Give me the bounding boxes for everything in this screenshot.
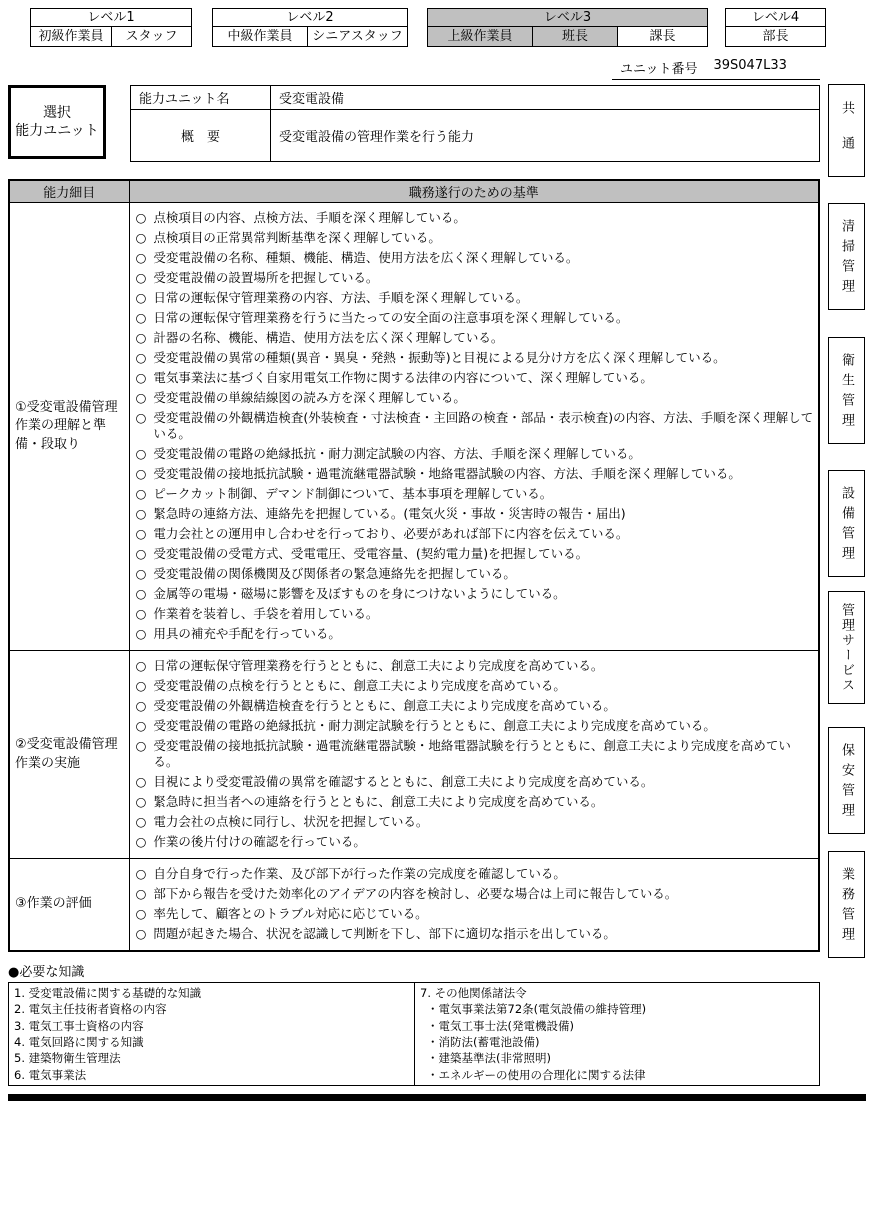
standard-text: 電気事業法に基づく自家用電気工作物に関する法律の内容について、深く理解している。	[153, 370, 653, 385]
level-group-1	[30, 8, 192, 47]
circle-bullet-icon: ○	[135, 606, 147, 621]
side-tab-gyomu-kanri: 業務管理	[828, 851, 865, 958]
level-4-header: レベル4	[725, 8, 826, 27]
circle-bullet-icon: ○	[135, 330, 147, 345]
standard-item	[136, 466, 815, 482]
circle-bullet-icon: ○	[135, 698, 147, 713]
standard-text: 受変電設備の接地抵抗試験・過電流継電器試験・地絡電器試験を行うとともに、創意工夫により完成度を高めている。	[153, 738, 791, 769]
standard-item	[136, 486, 815, 502]
standard-item	[136, 606, 815, 622]
standard-item	[136, 290, 815, 306]
standard-text: 受変電設備の受電方式、受電電圧、受電容量、(契約電力量)を把握している。	[153, 546, 589, 561]
column-header-category: 能力細目	[9, 180, 129, 203]
standard-text: 電力会社との運用申し合わせを行っており、必要があれば部下に内容を伝えている。	[153, 526, 629, 541]
knowledge-item: 4. 電気回路に関する知識	[14, 1034, 144, 1049]
unit-summary-row	[131, 110, 820, 162]
knowledge-law-item: ・建築基準法(非常照明)	[427, 1051, 551, 1066]
knowledge-item: 2. 電気主任技術者資格の内容	[14, 1002, 167, 1017]
knowledge-table	[8, 982, 820, 1086]
unit-info-table	[130, 85, 820, 162]
circle-bullet-icon: ○	[135, 774, 147, 789]
standard-text: 率先して、顧客とのトラブル対応に応じている。	[153, 906, 428, 921]
level-group-3	[427, 8, 708, 47]
standard-item	[136, 926, 815, 942]
side-tab-kyotsu: 共通	[828, 84, 865, 177]
side-tab-eisei-kanri: 衛生管理	[828, 337, 865, 444]
standard-item	[136, 250, 815, 266]
standard-item	[136, 658, 815, 674]
side-tab-hoan-kanri: 保安管理	[828, 727, 865, 834]
standard-text: 緊急時に担当者への連絡を行うとともに、創意工夫により完成度を高めている。	[153, 794, 604, 809]
selected-unit-box	[8, 85, 106, 159]
standard-text: 作業着を装着し、手袋を着用している。	[153, 606, 379, 621]
level-group-4	[725, 8, 826, 47]
level-3-cell-hancho: 班長	[532, 26, 618, 47]
circle-bullet-icon: ○	[135, 270, 147, 285]
circle-bullet-icon: ○	[135, 626, 147, 641]
circle-bullet-icon: ○	[135, 310, 147, 325]
bottom-bar	[8, 1094, 866, 1101]
knowledge-law-item: ・エネルギーの使用の合理化に関する法律	[427, 1067, 646, 1082]
standard-item	[136, 310, 815, 326]
unit-number-value: 39S047L33	[713, 58, 787, 73]
standard-text: 点検項目の正常異常判断基準を深く理解している。	[153, 230, 441, 245]
knowledge-item: 6. 電気事業法	[14, 1067, 87, 1082]
unit-name-row	[131, 86, 820, 110]
standard-text: 受変電設備の関係機関及び関係者の緊急連絡先を把握している。	[153, 566, 516, 581]
standard-item	[136, 546, 815, 562]
standard-text: 受変電設備の電路の絶縁抵抗・耐力測定試験を行うとともに、創意工夫により完成度を高めている。	[153, 718, 716, 733]
category-cell: ②受変電設備管理作業の実施	[9, 651, 129, 859]
standard-text: 日常の運転保守管理業務の内容、方法、手順を深く理解している。	[153, 290, 529, 305]
knowledge-item: 1. 受変電設備に関する基礎的な知識	[14, 986, 202, 1000]
standards-table	[8, 179, 820, 952]
standard-text: 受変電設備の外観構造検査を行うとともに、創意工夫により完成度を高めている。	[153, 698, 616, 713]
circle-bullet-icon: ○	[135, 210, 147, 225]
levels-row	[0, 0, 875, 47]
unit-summary-value: 受変電設備の管理作業を行う能力	[271, 110, 820, 162]
standard-item	[136, 446, 815, 462]
circle-bullet-icon: ○	[135, 506, 147, 521]
circle-bullet-icon: ○	[135, 834, 147, 849]
standard-item	[136, 738, 815, 770]
circle-bullet-icon: ○	[135, 546, 147, 561]
side-tab-setsubi-kanri: 設備管理	[828, 470, 865, 577]
standard-item	[136, 774, 815, 790]
circle-bullet-icon: ○	[135, 906, 147, 921]
standard-text: 緊急時の連絡方法、連絡先を把握している。(電気火災・事故・災害時の報告・届出)	[153, 506, 626, 521]
standard-text: 受変電設備の名称、種類、機能、構造、使用方法を広く深く理解している。	[153, 250, 579, 265]
standards-cell	[129, 651, 819, 859]
standard-text: 受変電設備の電路の絶縁抵抗・耐力測定試験の内容、方法、手順を深く理解している。	[153, 446, 641, 461]
standard-text: 電力会社の点検に同行し、状況を把握している。	[153, 814, 429, 829]
level-1-header: レベル1	[30, 8, 192, 27]
standard-item	[136, 626, 815, 642]
selected-unit-line2: 能力ユニット	[15, 123, 99, 139]
standard-item	[136, 566, 815, 582]
level-3-header: レベル3	[427, 8, 708, 27]
standard-text: 問題が起きた場合、状況を認識して判断を下し、部下に適切な指示を出している。	[153, 926, 616, 941]
knowledge-item: 3. 電気工事士資格の内容	[14, 1018, 144, 1033]
side-tab-seiso-kanri: 清掃管理	[828, 203, 865, 310]
standard-text: 受変電設備の外観構造検査(外装検査・寸法検査・主回路の検査・部品・表示検査)の内容、方法、手順を深く理解している。	[153, 410, 814, 441]
standard-item	[136, 794, 815, 810]
circle-bullet-icon: ○	[135, 250, 147, 265]
circle-bullet-icon: ○	[135, 814, 147, 829]
standard-text: 受変電設備の接地抵抗試験・過電流継電器試験・地絡電器試験の内容、方法、手順を深く理解している。	[153, 466, 741, 481]
circle-bullet-icon: ○	[135, 886, 147, 901]
standard-item	[136, 834, 815, 850]
circle-bullet-icon: ○	[135, 926, 147, 941]
level-2-cell-chukyu-sagyoin: 中級作業員	[212, 26, 308, 47]
circle-bullet-icon: ○	[135, 718, 147, 733]
standards-cell	[129, 203, 819, 651]
unit-row	[0, 85, 875, 162]
side-tab-kanri-service: 管理サービス	[828, 591, 865, 704]
knowledge-item: 5. 建築物衛生管理法	[14, 1051, 121, 1066]
category-cell: ③作業の評価	[9, 859, 129, 952]
standard-item	[136, 506, 815, 522]
standard-item	[136, 410, 815, 442]
circle-bullet-icon: ○	[135, 370, 147, 385]
level-group-2	[212, 8, 408, 47]
standard-item	[136, 698, 815, 714]
circle-bullet-icon: ○	[135, 350, 147, 365]
standard-item	[136, 866, 815, 882]
circle-bullet-icon: ○	[135, 658, 147, 673]
circle-bullet-icon: ○	[135, 290, 147, 305]
column-header-standards: 職務遂行のための基準	[129, 180, 819, 203]
circle-bullet-icon: ○	[135, 738, 147, 753]
knowledge-law-item: ・電気工事士法(発電機設備)	[427, 1018, 574, 1033]
level-3-cell-kacho: 課長	[617, 26, 708, 47]
circle-bullet-icon: ○	[135, 410, 147, 425]
standard-item	[136, 906, 815, 922]
knowledge-left-column	[9, 983, 415, 1086]
standard-text: 用具の補充や手配を行っている。	[153, 626, 341, 641]
unit-number-label: ユニット番号	[620, 62, 698, 77]
circle-bullet-icon: ○	[135, 866, 147, 881]
standards-cell	[129, 859, 819, 952]
standard-item	[136, 230, 815, 246]
standard-text: 部下から報告を受けた効率化のアイデアの内容を検討し、必要な場合は上司に報告している。	[153, 886, 678, 901]
knowledge-other-laws-title: 7. その他関係諸法令	[420, 986, 527, 1000]
standard-text: 目視により受変電設備の異常を確認するとともに、創意工夫により完成度を高めている。	[153, 774, 654, 789]
standard-item	[136, 718, 815, 734]
unit-number	[612, 58, 820, 80]
unit-name-label: 能力ユニット名	[131, 86, 271, 110]
circle-bullet-icon: ○	[135, 390, 147, 405]
knowledge-law-item: ・消防法(蓄電池設備)	[427, 1034, 540, 1049]
standard-item	[136, 814, 815, 830]
level-2-header: レベル2	[212, 8, 408, 27]
level-1-cell-staff: スタッフ	[111, 26, 192, 47]
table-row-implementation	[9, 651, 819, 859]
level-1-cell-shokyu-sagyoin: 初級作業員	[30, 26, 112, 47]
standard-text: 作業の後片付けの確認を行っている。	[153, 834, 366, 849]
standard-text: 点検項目の内容、点検方法、手順を深く理解している。	[153, 210, 466, 225]
standard-item	[136, 270, 815, 286]
standard-text: 受変電設備の単線結線図の読み方を深く理解している。	[153, 390, 466, 405]
knowledge-title: ●必要な知識	[8, 965, 85, 980]
category-cell: ①受変電設備管理作業の理解と準備・段取り	[9, 203, 129, 651]
standard-text: 計器の名称、機能、構造、使用方法を広く深く理解している。	[153, 330, 504, 345]
knowledge-right-column	[415, 983, 820, 1086]
circle-bullet-icon: ○	[135, 486, 147, 501]
knowledge-law-item: ・電気事業法第72条(電気設備の維持管理)	[427, 1002, 647, 1017]
circle-bullet-icon: ○	[135, 678, 147, 693]
circle-bullet-icon: ○	[135, 566, 147, 581]
standard-item	[136, 586, 815, 602]
standard-item	[136, 350, 815, 366]
unit-summary-label: 概 要	[131, 110, 271, 162]
standard-text: 日常の運転保守管理業務を行うに当たっての安全面の注意事項を深く理解している。	[153, 310, 629, 325]
standard-text: 日常の運転保守管理業務を行うとともに、創意工夫により完成度を高めている。	[153, 658, 604, 673]
standard-item	[136, 886, 815, 902]
circle-bullet-icon: ○	[135, 526, 147, 541]
selected-unit-line1: 選択	[43, 104, 71, 121]
standard-item	[136, 210, 815, 226]
circle-bullet-icon: ○	[135, 794, 147, 809]
unit-name-value: 受変電設備	[271, 86, 820, 110]
standard-text: 受変電設備の異常の種類(異音・異臭・発熱・振動等)と目視による見分け方を広く深く理解している。	[153, 350, 726, 365]
circle-bullet-icon: ○	[135, 230, 147, 245]
table-row-evaluation	[9, 859, 819, 952]
table-row-preparation	[9, 203, 819, 651]
circle-bullet-icon: ○	[135, 586, 147, 601]
standard-item	[136, 370, 815, 386]
standard-item	[136, 526, 815, 542]
standard-text: 受変電設備の点検を行うとともに、創意工夫により完成度を高めている。	[153, 678, 566, 693]
standard-text: ピークカット制御、デマンド制御について、基本事項を理解している。	[153, 486, 553, 501]
standard-text: 金属等の電場・磁場に影響を及ぼすものを身につけないようにしている。	[153, 586, 566, 601]
standards-header-row	[9, 180, 819, 203]
standard-text: 受変電設備の設置場所を把握している。	[153, 270, 379, 285]
level-2-cell-senior-staff: シニアスタッフ	[307, 26, 408, 47]
level-4-cell-bucho: 部長	[725, 26, 826, 47]
circle-bullet-icon: ○	[135, 446, 147, 461]
standard-item	[136, 678, 815, 694]
circle-bullet-icon: ○	[135, 466, 147, 481]
standard-item	[136, 330, 815, 346]
standard-item	[136, 390, 815, 406]
standard-text: 自分自身で行った作業、及び部下が行った作業の完成度を確認している。	[153, 866, 566, 881]
level-3-cell-jokyu-sagyoin: 上級作業員	[427, 26, 533, 47]
